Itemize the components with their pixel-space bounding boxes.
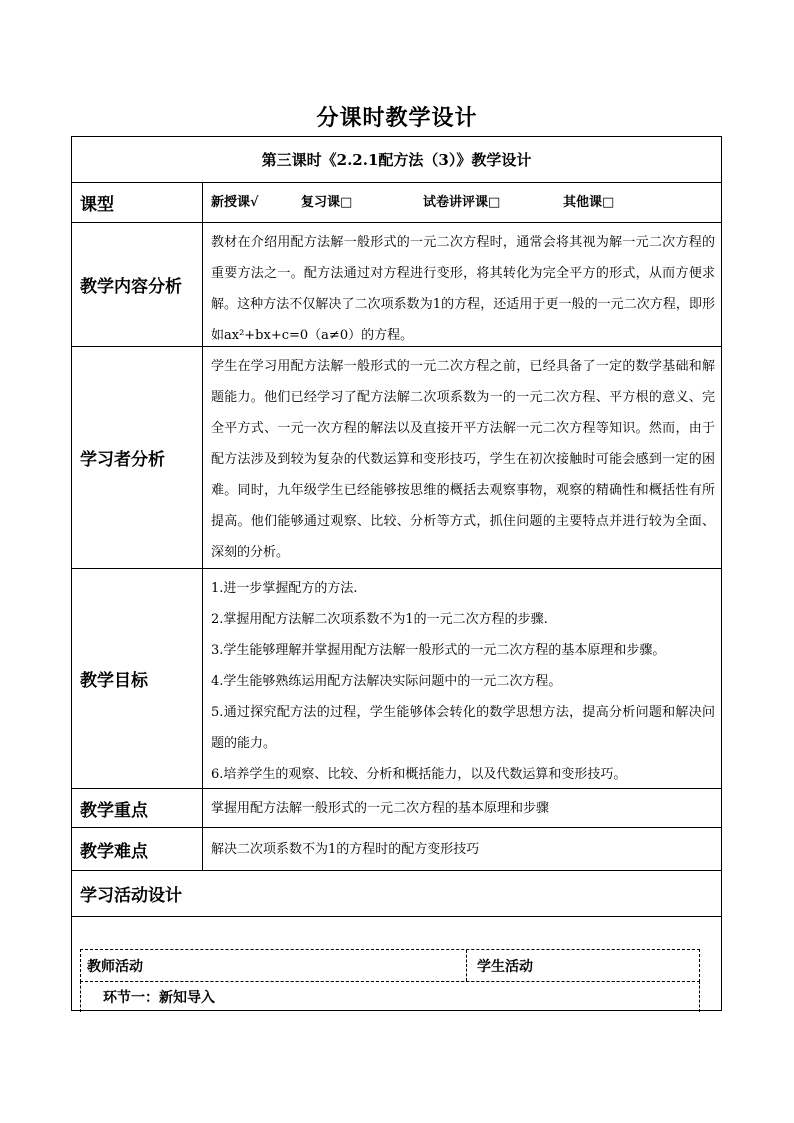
learner-analysis-text: 学生在学习用配方法解一般形式的一元二次方程之前，已经具备了一定的数学基础和解题能力。他们已经学习了配方法解二次项系数为一的一元二次方程、平方根的意义、完全平方式、一元一次方程的解法以及直接开平方法解一元二次方程等知识。然而，由于配方法涉及到较为复杂的代数运算和变形技巧，学生在初次接触时可能会感到一定的困难。同时，九年级学生已经能够按思维的概括去观察事物，观察的精确性和概括性有所提高。他们能够通过观察、比较、分析等方式，抓住问题的主要特点并进行较为全面、深刻的分析。 (211, 359, 715, 560)
activity-header-row (80, 949, 700, 982)
objective-item: 1.进一步掌握配方的方法. (211, 581, 358, 596)
lesson-plan-table (71, 136, 722, 1011)
teacher-activity-header: 教师活动 (87, 958, 143, 975)
lesson-title-row (72, 137, 721, 183)
course-type-exam: 试卷讲评课□ (423, 195, 501, 210)
content-analysis-label: 教学内容分析 (72, 223, 203, 346)
lesson-title: 第三课时《2.2.1配方法（3）》教学设计 (261, 151, 532, 169)
course-type-row (72, 183, 721, 223)
objective-item: 6.培养学生的观察、比较、分析和概括能力，以及代数运算和变形技巧。 (211, 767, 627, 782)
objectives-list (203, 569, 721, 788)
course-type-content (203, 183, 721, 222)
difficulties-row (72, 828, 721, 871)
activity-title-row (72, 871, 721, 917)
course-type-other: 其他课□ (563, 195, 615, 210)
objectives-row (72, 569, 721, 789)
column-divider (466, 950, 467, 981)
objective-item: 2.掌握用配方法解二次项系数不为1的一元二次方程的步骤. (211, 612, 548, 627)
page-title: 分课时教学设计 (316, 105, 478, 131)
content-analysis-text: 教材在介绍用配方法解一般形式的一元二次方程时，通常会将其视为解一元二次方程的重要方法之一。配方法通过对方程进行变形，将其转化为完全平方的形式，从而方便求解。这种方法不仅解决了二次项系数为1的方程，还适用于更一般的一元二次方程，即形如ax²+bx+c=0（a≠0）的方程。 (211, 235, 715, 343)
learner-analysis-row (72, 347, 721, 569)
key-points-row (72, 789, 721, 828)
key-points-text: 掌握用配方法解一般形式的一元二次方程的基本原理和步骤 (211, 800, 550, 816)
student-activity-header: 学生活动 (477, 958, 533, 975)
section-title: 环节一：新知导入 (103, 990, 215, 1006)
key-points-label: 教学重点 (72, 789, 203, 827)
course-type-review: 复习课□ (301, 195, 353, 210)
objective-item: 5.通过探究配方法的过程，学生能够体会转化的数学思想方法，提高分析问题和解决问题的能力。 (211, 705, 715, 751)
difficulties-label: 教学难点 (72, 828, 203, 870)
content-analysis-row (72, 223, 721, 347)
activity-section-row (80, 981, 700, 1012)
difficulties-text: 解决二次项系数不为1的方程时的配方变形技巧 (211, 841, 480, 857)
course-type-label: 课型 (72, 183, 203, 222)
activity-title: 学习活动设计 (80, 886, 182, 906)
objectives-label: 教学目标 (72, 569, 203, 788)
objective-item: 3.学生能够理解并掌握用配方法解一般形式的一元二次方程的基本原理和步骤。 (211, 643, 666, 658)
course-type-new: 新授课√ (211, 195, 259, 210)
learner-analysis-label: 学习者分析 (72, 347, 203, 568)
objective-item: 4.学生能够熟练运用配方法解决实际问题中的一元二次方程。 (211, 674, 562, 689)
